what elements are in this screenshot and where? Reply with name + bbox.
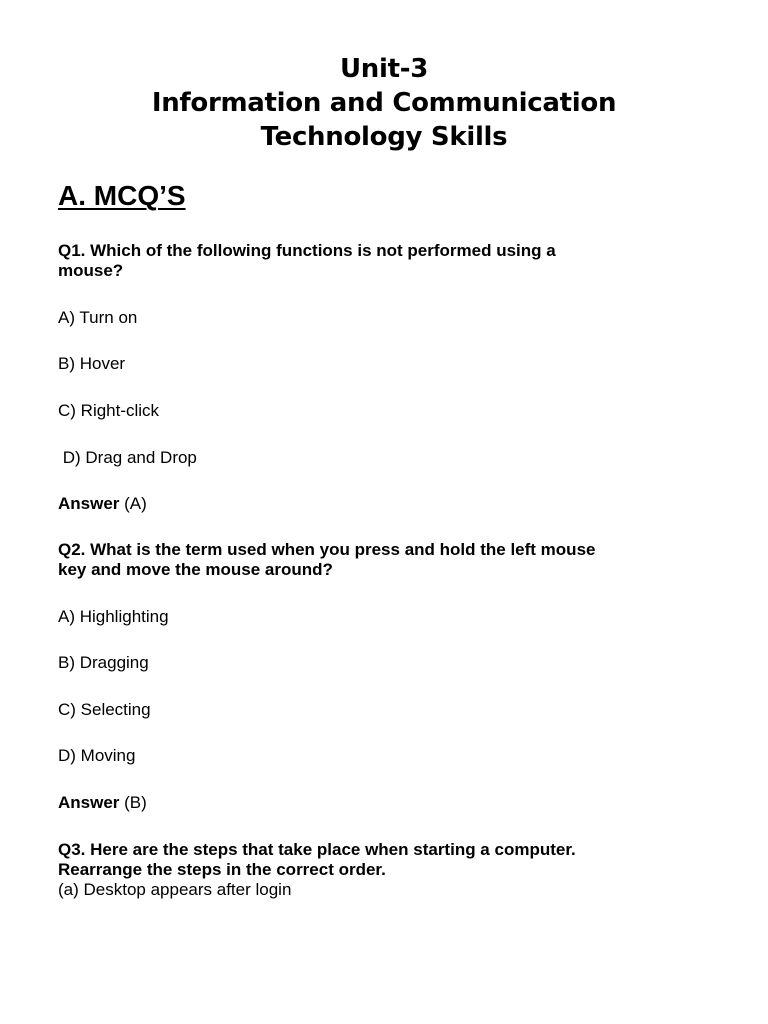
q2-question-line2: key and move the mouse around?: [58, 560, 333, 579]
q1-question-line2: mouse?: [58, 261, 124, 280]
q2-option-c: C) Selecting: [58, 700, 151, 719]
unit-subtitle-line2: Technology Skills: [260, 122, 508, 152]
q1-option-a: A) Turn on: [58, 308, 138, 327]
q1-option-c: C) Right-click: [58, 401, 160, 420]
q2-option-d: D) Moving: [58, 746, 136, 765]
q2-option-a: A) Highlighting: [58, 607, 169, 626]
q1-answer: [58, 494, 147, 514]
q1-question-line1: Q1. Which of the following functions is not performed using a: [58, 241, 556, 260]
q3-step-a: (a) Desktop appears after login: [58, 880, 292, 899]
q1-option-b: B) Hover: [58, 354, 126, 373]
section-heading-mcqs: A. MCQ’S: [58, 180, 186, 211]
q3-question-line2: Rearrange the steps in the correct order.: [58, 860, 386, 879]
q2-option-b: B) Dragging: [58, 653, 149, 672]
unit-title: Unit-3: [339, 54, 429, 84]
q3-question-line1: Q3. Here are the steps that take place when starting a computer.: [58, 840, 576, 859]
q1-answer-value: (A): [119, 494, 147, 513]
q2-question-line1: Q2. What is the term used when you press and hold the left mouse: [58, 540, 596, 559]
q2-answer: [58, 793, 147, 813]
q1-answer-label: Answer: [58, 494, 120, 513]
q2-answer-value: (B): [119, 793, 147, 812]
q2-answer-label: Answer: [58, 793, 120, 812]
unit-subtitle-line1: Information and Communication: [151, 88, 617, 118]
q1-option-d: D) Drag and Drop: [58, 448, 197, 467]
